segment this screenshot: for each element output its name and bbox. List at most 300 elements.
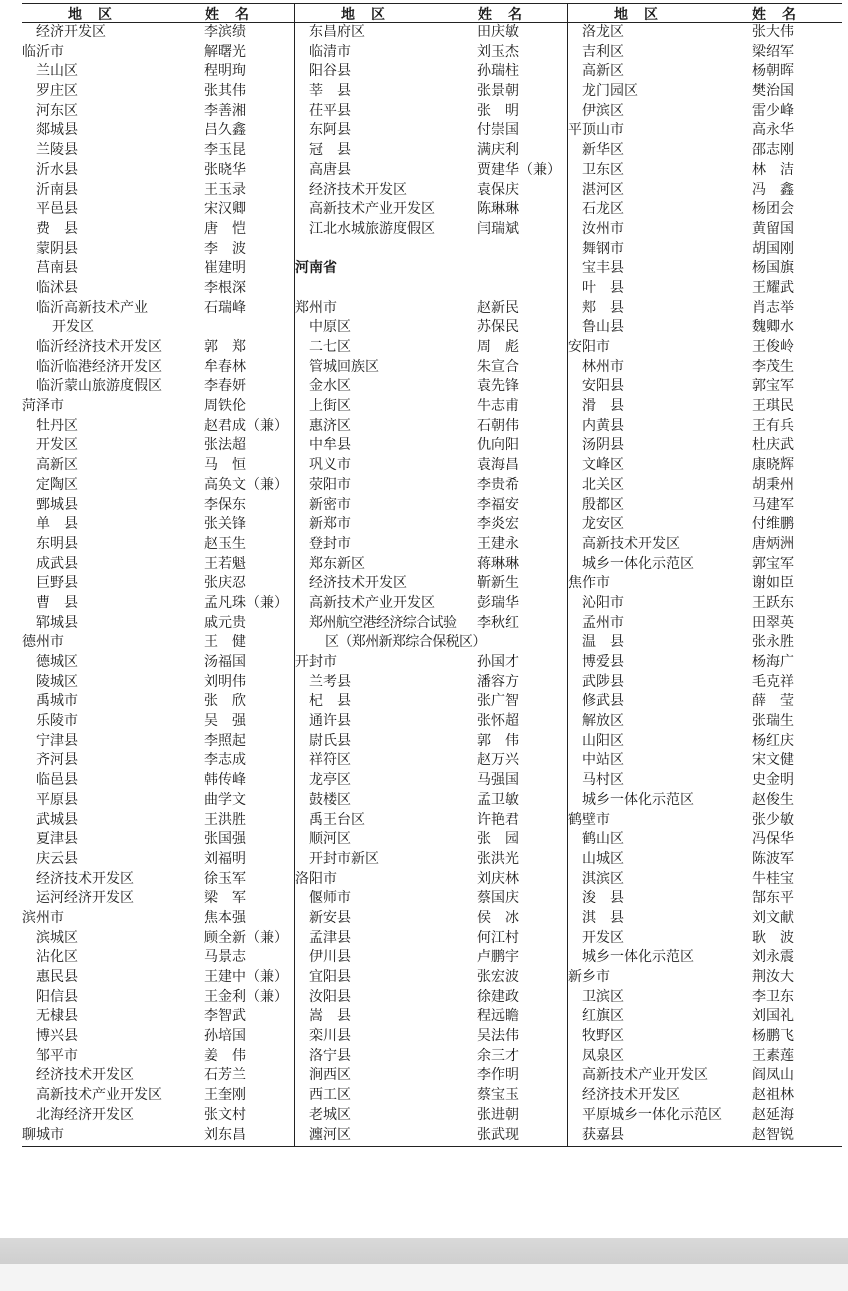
- region-cell: 博爱县: [582, 654, 624, 670]
- table-row: [568, 279, 842, 299]
- name-cell: 杨海广: [752, 654, 794, 670]
- table-row: [295, 771, 566, 791]
- table-row: [295, 23, 566, 43]
- table-row: [568, 1106, 842, 1126]
- region-cell: 东阿县: [309, 122, 351, 139]
- table-row: [568, 712, 842, 732]
- name-cell: 刘东昌: [204, 1126, 246, 1143]
- table-row: [568, 830, 842, 850]
- name-cell: 樊治国: [752, 83, 794, 100]
- viewer-background: [0, 1264, 848, 1291]
- name-cell: 张 园: [477, 831, 519, 848]
- table-row: [295, 948, 566, 968]
- name-cell: 蒋琳琳: [477, 555, 519, 572]
- column-3: [568, 3, 842, 1145]
- table-row: [568, 555, 842, 575]
- table-row: [568, 574, 842, 594]
- name-cell: 张怀超: [477, 713, 519, 730]
- region-cell: 洛龙区: [582, 24, 624, 40]
- table-row: [295, 791, 566, 811]
- region-cell: 经济技术开发区: [36, 870, 134, 887]
- table-row: [295, 299, 566, 319]
- name-cell: 李保东: [204, 496, 246, 513]
- table-row: [22, 771, 293, 791]
- table-row: [295, 141, 566, 161]
- table-row: [22, 43, 293, 63]
- table-row: [568, 181, 842, 201]
- name-cell: 林 洁: [752, 161, 794, 178]
- region-cell: 登封市: [309, 535, 351, 552]
- name-cell: 吴 强: [204, 713, 246, 730]
- table-row: [295, 62, 566, 82]
- name-cell: 冯 鑫: [752, 181, 794, 198]
- table-row: [295, 614, 566, 634]
- region-cell: 临邑县: [36, 772, 78, 789]
- region-cell: 菏泽市: [22, 398, 64, 415]
- region-cell: 温 县: [582, 634, 624, 651]
- region-cell: 郑州航空港经济综合试验: [309, 614, 457, 631]
- table-row: [568, 1007, 842, 1027]
- region-cell: 新乡市: [568, 969, 610, 985]
- name-cell: 王有兵: [752, 417, 794, 434]
- region-cell: 高新技术产业开发区: [309, 594, 435, 611]
- table-row: [22, 555, 293, 575]
- name-cell: 孟卫敏: [477, 791, 519, 808]
- table-row: [568, 496, 842, 516]
- name-cell: 卢鹏宇: [477, 949, 519, 966]
- table-row: [295, 594, 566, 614]
- table-row: [568, 692, 842, 712]
- table-row: [22, 456, 293, 476]
- table-row: [295, 988, 566, 1008]
- region-cell: 文峰区: [582, 457, 624, 474]
- name-cell: 张瑞生: [752, 713, 794, 730]
- table-row: [295, 82, 566, 102]
- name-cell: 周 彪: [477, 339, 519, 355]
- table-row: [568, 318, 842, 338]
- name-cell: 孙国才: [477, 654, 519, 670]
- name-cell: 徐建政: [477, 988, 519, 1005]
- table-row: [295, 1106, 566, 1126]
- table-row: [22, 496, 293, 516]
- region-cell: 庆云县: [36, 850, 78, 867]
- name-cell: 田庆敏: [477, 24, 519, 40]
- name-cell: 孙瑞柱: [477, 63, 519, 80]
- name-cell: 闫瑞斌: [477, 220, 519, 237]
- name-cell: 张武现: [477, 1126, 519, 1143]
- table-row: [22, 436, 293, 456]
- region-cell: 浚 县: [582, 890, 624, 907]
- name-cell: 张国强: [204, 831, 246, 848]
- table-row: [568, 102, 842, 122]
- name-cell: 孟凡珠（兼）: [204, 594, 288, 611]
- table-row: [22, 141, 293, 161]
- region-cell: 单 县: [36, 516, 78, 533]
- region-cell: 新郑市: [309, 516, 351, 533]
- region-cell: 山阳区: [582, 732, 624, 749]
- region-cell: 牧野区: [582, 1028, 624, 1045]
- table-row: [22, 811, 293, 831]
- name-cell: 王建中（兼）: [204, 969, 288, 985]
- region-cell: 嵩 县: [309, 1008, 351, 1025]
- name-cell: 汤福国: [204, 654, 246, 670]
- name-cell: 李智武: [204, 1008, 246, 1025]
- name-cell: 马 恒: [204, 457, 246, 474]
- region-cell: 平原县: [36, 791, 78, 808]
- region-cell: 郓城县: [36, 614, 78, 631]
- table-row: [22, 870, 293, 890]
- table-row: [22, 535, 293, 555]
- region-cell: 罗庄区: [36, 83, 78, 100]
- table-row: [22, 318, 293, 338]
- table-row: [568, 259, 842, 279]
- region-cell: 高新区: [582, 63, 624, 80]
- region-cell: 汝州市: [582, 220, 624, 237]
- region-cell: 阳信县: [36, 988, 78, 1005]
- name-cell: 唐 恺: [204, 220, 246, 237]
- table-row: [295, 811, 566, 831]
- name-cell: 肖志举: [752, 299, 794, 316]
- table-row: [568, 673, 842, 693]
- name-cell: 吕久鑫: [204, 122, 246, 139]
- region-cell: 顺河区: [309, 831, 351, 848]
- name-cell: 李茂生: [752, 358, 794, 375]
- table-row: [568, 968, 842, 988]
- region-cell: 武陟县: [582, 673, 624, 690]
- table-row: [22, 594, 293, 614]
- region-cell: 祥符区: [309, 752, 351, 769]
- name-cell: 杨鹏飞: [752, 1028, 794, 1045]
- region-cell: 河东区: [36, 102, 78, 119]
- table-row: [295, 909, 566, 929]
- table-row: [568, 870, 842, 890]
- name-cell: 冯保华: [752, 831, 794, 848]
- name-cell: 袁海昌: [477, 457, 519, 474]
- table-row: [568, 377, 842, 397]
- table-row: [22, 988, 293, 1008]
- table-row: [568, 948, 842, 968]
- name-cell: 朱宣合: [477, 358, 519, 375]
- region-cell: 惠民县: [36, 969, 78, 985]
- region-cell: 开封市新区: [309, 850, 379, 867]
- table-row: [22, 732, 293, 752]
- table-row: [22, 62, 293, 82]
- table-row: [568, 909, 842, 929]
- table-row: [22, 712, 293, 732]
- table-row: [295, 417, 566, 437]
- region-cell: 孟州市: [582, 614, 624, 631]
- name-cell: 阎凤山: [752, 1067, 794, 1084]
- region-cell: 高新区: [36, 457, 78, 474]
- table-row: [295, 1007, 566, 1027]
- region-cell: 孟津县: [309, 929, 351, 946]
- name-cell: 张其伟: [204, 83, 246, 100]
- name-cell: 吴法伟: [477, 1028, 519, 1045]
- region-cell: 兰考县: [309, 673, 351, 690]
- region-cell: 经济开发区: [36, 24, 106, 40]
- region-cell: 高新技术开发区: [582, 535, 680, 552]
- table-row: [568, 614, 842, 634]
- table-row: [568, 161, 842, 181]
- name-cell: 石芳兰: [204, 1067, 246, 1084]
- table-row: [568, 751, 842, 771]
- table-row: [295, 161, 566, 181]
- table-row: [22, 1086, 293, 1106]
- name-cell: 刘明伟: [204, 673, 246, 690]
- region-cell: 偃师市: [309, 890, 351, 907]
- region-cell: 费 县: [36, 220, 78, 237]
- region-cell: 龙亭区: [309, 772, 351, 789]
- region-cell: 瀍河区: [309, 1126, 351, 1143]
- name-cell: 魏卿水: [752, 319, 794, 336]
- table-row: [295, 279, 566, 299]
- name-cell: 高永华: [752, 122, 794, 139]
- table-row: [22, 751, 293, 771]
- name-header: 姓名: [752, 7, 812, 23]
- region-cell: 成武县: [36, 555, 78, 572]
- name-cell: 李根深: [204, 279, 246, 296]
- name-cell: 梁 军: [204, 890, 246, 907]
- name-cell: 史金明: [752, 772, 794, 789]
- region-cell: 区（郑州新郑综合保税区）: [325, 634, 486, 651]
- region-cell: 龙门园区: [582, 83, 638, 100]
- table-row: [22, 692, 293, 712]
- table-row: [22, 889, 293, 909]
- table-row: [22, 121, 293, 141]
- name-cell: 石朝伟: [477, 417, 519, 434]
- table-row: [568, 594, 842, 614]
- name-cell: 石瑞峰: [204, 299, 246, 316]
- region-cell: 开发区: [52, 319, 94, 336]
- region-cell: 临清市: [309, 43, 351, 60]
- name-cell: 康晓辉: [752, 457, 794, 474]
- region-cell: 卫东区: [582, 161, 624, 178]
- name-cell: 张庆忍: [204, 575, 246, 592]
- table-row: [22, 377, 293, 397]
- table-row: [295, 1066, 566, 1086]
- region-cell: 平邑县: [36, 201, 78, 218]
- region-cell: 开发区: [582, 929, 624, 946]
- table-row: [295, 751, 566, 771]
- name-cell: 解曙光: [204, 43, 246, 60]
- table-row: [295, 358, 566, 378]
- name-cell: 谢如臣: [752, 575, 794, 592]
- name-cell: 牛桂宝: [752, 870, 794, 887]
- name-cell: 马强国: [477, 772, 519, 789]
- name-cell: 靳新生: [477, 575, 519, 592]
- region-cell: 冠 县: [309, 142, 351, 159]
- region-cell: 鹤山区: [582, 831, 624, 848]
- region-cell: 临沂蒙山旅游度假区: [36, 378, 162, 395]
- name-header: 姓名: [205, 7, 265, 23]
- name-cell: 赵君成（兼）: [204, 417, 288, 434]
- name-cell: 郭宝军: [752, 555, 794, 572]
- region-cell: 管城回族区: [309, 358, 379, 375]
- table-row: [295, 732, 566, 752]
- name-cell: 李炎宏: [477, 516, 519, 533]
- region-cell: 惠济区: [309, 417, 351, 434]
- table-row: [295, 850, 566, 870]
- region-cell: 沾化区: [36, 949, 78, 966]
- region-cell: 沁阳市: [582, 594, 624, 611]
- table-row: [568, 811, 842, 831]
- table-row: [568, 791, 842, 811]
- name-cell: 杨红庆: [752, 732, 794, 749]
- region-cell: 高唐县: [309, 161, 351, 178]
- table-row: [22, 830, 293, 850]
- region-cell: 获嘉县: [582, 1126, 624, 1143]
- region-cell: 定陶区: [36, 476, 78, 493]
- name-cell: 赵延海: [752, 1106, 794, 1123]
- table-row: [568, 358, 842, 378]
- region-cell: 叶 县: [582, 279, 624, 296]
- name-cell: 陈波军: [752, 850, 794, 867]
- table-row: [22, 82, 293, 102]
- region-header: 地区: [341, 7, 401, 23]
- name-cell: 刘文献: [752, 909, 794, 926]
- name-cell: 王洪胜: [204, 811, 246, 828]
- region-cell: 殷都区: [582, 496, 624, 513]
- region-cell: 河南省: [295, 260, 337, 277]
- name-cell: 杜庆武: [752, 437, 794, 454]
- table-row: [22, 220, 293, 240]
- table-row: [295, 476, 566, 496]
- table-row: [568, 633, 842, 653]
- table-row: [568, 62, 842, 82]
- region-cell: 金水区: [309, 378, 351, 395]
- name-cell: 李福安: [477, 496, 519, 513]
- table-row: [295, 181, 566, 201]
- name-cell: 程明珣: [204, 63, 246, 80]
- name-cell: 张 明: [477, 102, 519, 119]
- name-cell: 刘福明: [204, 850, 246, 867]
- table-row: [22, 181, 293, 201]
- region-cell: 舞钢市: [582, 240, 624, 257]
- name-cell: 刘国礼: [752, 1008, 794, 1025]
- table-row: [568, 1086, 842, 1106]
- table-row: [295, 673, 566, 693]
- table-row: [568, 121, 842, 141]
- name-header: 姓名: [478, 7, 538, 23]
- region-cell: 平原城乡一体化示范区: [582, 1106, 722, 1123]
- name-cell: 马景志: [204, 949, 246, 966]
- region-cell: 开封市: [295, 654, 337, 670]
- name-cell: 刘永震: [752, 949, 794, 966]
- name-cell: 张少敏: [752, 811, 794, 828]
- table-row: [295, 456, 566, 476]
- table-row: [295, 220, 566, 240]
- region-cell: 伊滨区: [582, 102, 624, 119]
- name-cell: 牛志甫: [477, 398, 519, 415]
- name-cell: 张洪光: [477, 850, 519, 867]
- region-cell: 沂南县: [36, 181, 78, 198]
- name-cell: 赵祖林: [752, 1087, 794, 1104]
- table-row: [22, 1066, 293, 1086]
- column-1: [22, 3, 293, 1145]
- table-row: [22, 417, 293, 437]
- table-row: [295, 574, 566, 594]
- region-cell: 洛阳市: [295, 870, 337, 887]
- table-row: [568, 850, 842, 870]
- table-row: [22, 358, 293, 378]
- name-cell: 杨团会: [752, 201, 794, 218]
- name-cell: 潘容方: [477, 673, 519, 690]
- region-cell: 乐陵市: [36, 713, 78, 730]
- name-cell: 雷少峰: [752, 102, 794, 119]
- name-cell: 郭 伟: [477, 732, 519, 749]
- table-row: [295, 535, 566, 555]
- table-row: [568, 732, 842, 752]
- region-cell: 邹平市: [36, 1047, 78, 1064]
- name-cell: 顾全新（兼）: [204, 929, 288, 946]
- table-row: [22, 240, 293, 260]
- name-cell: 蔡国庆: [477, 890, 519, 907]
- name-cell: 贾建华（兼）: [477, 161, 561, 178]
- table-row: [22, 1126, 293, 1146]
- table-row: [22, 200, 293, 220]
- table-row: [295, 692, 566, 712]
- region-cell: 经济技术开发区: [309, 181, 407, 198]
- region-cell: 中站区: [582, 752, 624, 769]
- table-row: [568, 889, 842, 909]
- name-cell: 王俊岭: [752, 339, 794, 355]
- column-header: [568, 3, 842, 23]
- name-cell: 彭瑞华: [477, 594, 519, 611]
- region-cell: 临沂市: [22, 43, 64, 60]
- name-cell: 郜东平: [752, 890, 794, 907]
- name-cell: 李滨绩: [204, 24, 246, 40]
- table-row: [295, 43, 566, 63]
- name-cell: 马建军: [752, 496, 794, 513]
- name-cell: 杨国旗: [752, 260, 794, 277]
- name-cell: 满庆利: [477, 142, 519, 159]
- table-row: [295, 318, 566, 338]
- region-cell: 中原区: [309, 319, 351, 336]
- region-cell: 德州市: [22, 634, 64, 651]
- name-cell: 李作明: [477, 1067, 519, 1084]
- region-cell: 凤泉区: [582, 1047, 624, 1064]
- region-cell: 滨城区: [36, 929, 78, 946]
- region-cell: 新密市: [309, 496, 351, 513]
- table-row: [22, 614, 293, 634]
- region-cell: 林州市: [582, 358, 624, 375]
- region-cell: 兰陵县: [36, 142, 78, 159]
- table-row: [295, 1047, 566, 1067]
- name-cell: 耿 波: [752, 929, 794, 946]
- region-cell: 栾川县: [309, 1028, 351, 1045]
- region-cell: 尉氏县: [309, 732, 351, 749]
- region-cell: 临沂高新技术产业: [36, 299, 148, 316]
- region-cell: 中牟县: [309, 437, 351, 454]
- table-row: [568, 82, 842, 102]
- table-row: [295, 338, 566, 358]
- table-row: [568, 771, 842, 791]
- name-cell: 杨朝晖: [752, 63, 794, 80]
- region-cell: 鹤壁市: [568, 811, 610, 828]
- table-row: [295, 1027, 566, 1047]
- table-row: [22, 1106, 293, 1126]
- name-cell: 王跃东: [752, 594, 794, 611]
- table-row: [22, 791, 293, 811]
- region-cell: 江北水城旅游度假区: [309, 220, 435, 237]
- table-row: [295, 436, 566, 456]
- table-row: [22, 968, 293, 988]
- region-cell: 郏 县: [582, 299, 624, 316]
- name-cell: 胡国刚: [752, 240, 794, 257]
- table-row: [568, 23, 842, 43]
- name-cell: 王金利（兼）: [204, 988, 288, 1005]
- table-row: [22, 948, 293, 968]
